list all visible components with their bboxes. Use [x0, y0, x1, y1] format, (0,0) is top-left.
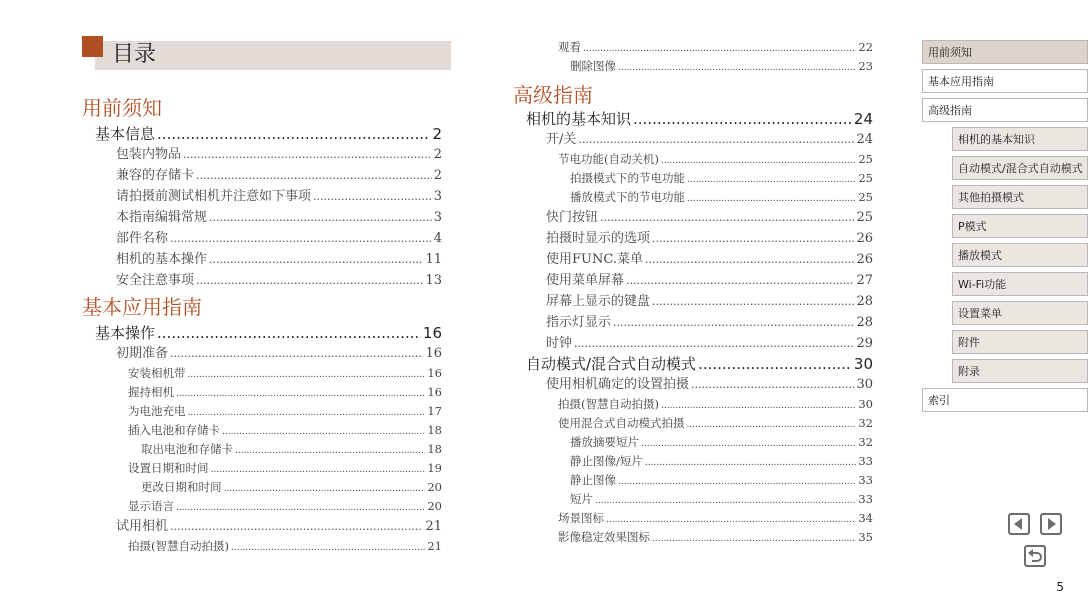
- toc-leader-dots: [196, 165, 432, 186]
- toc-page-number: 13: [425, 273, 442, 288]
- toc-leader-dots: [209, 249, 423, 270]
- toc-entry-title: 试用相机: [116, 519, 169, 534]
- toc-page-number: 34: [858, 511, 873, 525]
- toc-page-number: 3: [433, 189, 442, 204]
- toc-entry-title: 初期准备: [116, 346, 169, 361]
- toc-entry[interactable]: [513, 509, 873, 528]
- toc-entry-title: 基本操作: [95, 324, 156, 342]
- toc-entry-title: 拍摄(智慧自动拍摄): [128, 539, 229, 553]
- toc-leader-dots: [698, 354, 852, 374]
- toc-page-number: 16: [425, 346, 442, 361]
- toc-column-left: [82, 96, 442, 556]
- toc-entry[interactable]: [513, 312, 873, 333]
- toc-leader-dots: [188, 364, 426, 383]
- toc-entry-title: 为电池充电: [128, 404, 186, 418]
- toc-page-number: 21: [425, 519, 442, 534]
- toc-entry-title: 屏幕上显示的键盘: [546, 294, 651, 309]
- toc-leader-dots: [574, 333, 854, 354]
- toc-entry-title: 使用菜单屏幕: [546, 273, 625, 288]
- toc-leader-dots: [209, 207, 432, 228]
- toc-leader-dots: [687, 169, 856, 188]
- nav-item[interactable]: 相机的基本知识: [952, 127, 1088, 151]
- toc-entry-title: 握持相机: [128, 385, 174, 399]
- nav-item[interactable]: 基本应用指南: [922, 69, 1088, 93]
- section-heading: 用前须知: [82, 96, 162, 120]
- toc-page-number: 20: [427, 480, 442, 494]
- toc-entry[interactable]: [513, 528, 873, 547]
- toc-entry-title: 更改日期和时间: [141, 480, 222, 494]
- toc-entry[interactable]: [82, 343, 442, 364]
- toc-leader-dots: [652, 291, 854, 312]
- nav-item[interactable]: 用前须知: [922, 40, 1088, 64]
- toc-entry[interactable]: [513, 249, 873, 270]
- toc-page-number: 21: [427, 539, 442, 553]
- toc-entry[interactable]: [513, 188, 873, 207]
- toc-entry-title: 安全注意事项: [116, 273, 195, 288]
- toc-entry-title: 插入电池和存储卡: [128, 423, 220, 437]
- toc-leader-dots: [176, 383, 425, 402]
- next-page-button[interactable]: [1040, 513, 1062, 535]
- toc-entry-title: 拍摄(智慧自动拍摄): [558, 397, 659, 411]
- arrow-right-icon: [1042, 515, 1060, 533]
- toc-page-number: 24: [856, 132, 873, 147]
- toc-page-number: 16: [422, 324, 442, 342]
- toc-entry-title: 拍摄模式下的节电功能: [570, 171, 685, 185]
- toc-entry[interactable]: [82, 186, 442, 207]
- toc-page-number: 27: [856, 273, 873, 288]
- nav-item[interactable]: 附录: [952, 359, 1088, 383]
- title-square-icon: [82, 36, 103, 57]
- toc-leader-dots: [645, 249, 854, 270]
- toc-entry-title: 播放摘要短片: [570, 435, 639, 449]
- nav-item[interactable]: 其他拍摄模式: [952, 185, 1088, 209]
- nav-item[interactable]: 播放模式: [952, 243, 1088, 267]
- toc-chapter-entry[interactable]: [82, 323, 442, 343]
- toc-leader-dots: [626, 270, 854, 291]
- toc-page-number: 24: [853, 110, 873, 128]
- toc-page-number: 22: [858, 40, 873, 54]
- toc-entry[interactable]: [513, 433, 873, 452]
- toc-entry-title: 取出电池和存储卡: [141, 442, 233, 456]
- toc-page-number: 33: [858, 473, 873, 487]
- toc-entry[interactable]: [513, 270, 873, 291]
- toc-entry[interactable]: [82, 478, 442, 497]
- toc-leader-dots: [661, 395, 856, 414]
- toc-entry-title: 相机的基本操作: [116, 252, 208, 267]
- toc-entry[interactable]: [82, 249, 442, 270]
- toc-entry[interactable]: [82, 207, 442, 228]
- toc-leader-dots: [652, 228, 854, 249]
- toc-entry-title: 影像稳定效果图标: [558, 530, 650, 544]
- toc-leader-dots: [188, 402, 426, 421]
- toc-entry[interactable]: [82, 537, 442, 556]
- toc-entry-title: 安装相机带: [128, 366, 186, 380]
- toc-page-number: 23: [858, 59, 873, 73]
- toc-page-number: 17: [427, 404, 442, 418]
- toc-entry[interactable]: [82, 497, 442, 516]
- toc-leader-dots: [196, 270, 423, 291]
- toc-page-number: 18: [427, 442, 442, 456]
- toc-page-number: 4: [433, 231, 442, 246]
- toc-leader-dots: [687, 188, 856, 207]
- toc-page-number: 26: [856, 252, 873, 267]
- toc-entry-title: 短片: [570, 492, 593, 506]
- toc-leader-dots: [641, 433, 856, 452]
- toc-entry[interactable]: [82, 421, 442, 440]
- toc-page-number: 26: [856, 231, 873, 246]
- toc-leader-dots: [183, 144, 432, 165]
- toc-entry-title: 使用相机确定的设置拍摄: [546, 377, 690, 392]
- toc-entry[interactable]: [82, 383, 442, 402]
- prev-page-button[interactable]: [1008, 513, 1030, 535]
- toc-entry-title: 兼容的存储卡: [116, 168, 195, 183]
- toc-page-number: 30: [858, 397, 873, 411]
- toc-entry[interactable]: [82, 459, 442, 478]
- nav-item[interactable]: 自动模式/混合式自动模式: [952, 156, 1088, 180]
- toc-entry[interactable]: [82, 270, 442, 291]
- toc-leader-dots: [645, 452, 856, 471]
- page-title: 目录: [112, 42, 157, 67]
- toc-page-number: 25: [858, 190, 873, 204]
- toc-entry[interactable]: [513, 471, 873, 490]
- toc-leader-dots: [157, 323, 421, 343]
- toc-page-number: 19: [427, 461, 442, 475]
- toc-entry[interactable]: [82, 228, 442, 249]
- page-number: 5: [1056, 580, 1064, 594]
- toc-page-number: 11: [425, 252, 442, 267]
- toc-page-number: 16: [427, 366, 442, 380]
- toc-entry-title: 静止图像: [570, 473, 616, 487]
- toc-entry[interactable]: [82, 144, 442, 165]
- toc-leader-dots: [176, 497, 425, 516]
- toc-leader-dots: [661, 150, 856, 169]
- toc-entry-title: 静止图像/短片: [570, 454, 643, 468]
- toc-page-number: 25: [858, 171, 873, 185]
- toc-entry[interactable]: [82, 440, 442, 459]
- toc-page-number: 3: [433, 210, 442, 225]
- toc-entry-title: 请拍摄前测试相机并注意如下事项: [116, 189, 312, 204]
- nav-item[interactable]: 设置菜单: [952, 301, 1088, 325]
- arrow-left-icon: [1010, 515, 1028, 533]
- toc-entry[interactable]: [513, 395, 873, 414]
- toc-entry[interactable]: [513, 207, 873, 228]
- toc-leader-dots: [313, 186, 432, 207]
- toc-page-number: 33: [858, 454, 873, 468]
- toc-leader-dots: [652, 528, 856, 547]
- toc-chapter-entry[interactable]: [513, 109, 873, 129]
- toc-column-middle: [513, 38, 873, 547]
- toc-page-number: 28: [856, 315, 873, 330]
- toc-entry-title: 快门按钮: [546, 210, 599, 225]
- toc-page-number: 2: [433, 168, 442, 183]
- toc-leader-dots: [170, 343, 423, 364]
- toc-entry[interactable]: [513, 129, 873, 150]
- toc-entry-title: 开/关: [546, 132, 577, 147]
- toc-leader-dots: [633, 109, 852, 129]
- toc-entry-title: 本指南编辑常规: [116, 210, 208, 225]
- return-icon: [1026, 547, 1044, 565]
- toc-entry-title: 场景图标: [558, 511, 604, 525]
- toc-entry-title: 时钟: [546, 336, 573, 351]
- toc-leader-dots: [235, 440, 425, 459]
- toc-entry-title: 设置日期和时间: [128, 461, 209, 475]
- toc-page-number: 30: [853, 355, 873, 373]
- toc-page-number: 18: [427, 423, 442, 437]
- toc-entry[interactable]: [513, 57, 873, 76]
- toc-chapter-entry[interactable]: [513, 354, 873, 374]
- toc-entry-title: 使用混合式自动模式拍摄: [558, 416, 685, 430]
- toc-entry-title: 自动模式/混合式自动模式: [526, 355, 697, 373]
- toc-leader-dots: [691, 374, 854, 395]
- toc-entry-title: 显示语言: [128, 499, 174, 513]
- toc-entry[interactable]: [513, 38, 873, 57]
- toc-leader-dots: [222, 421, 425, 440]
- toc-entry-title: 拍摄时显示的选项: [546, 231, 651, 246]
- nav-item[interactable]: 附件: [952, 330, 1088, 354]
- toc-entry[interactable]: [513, 150, 873, 169]
- toc-entry[interactable]: [82, 165, 442, 186]
- toc-page-number: 28: [856, 294, 873, 309]
- toc-chapter-entry[interactable]: [82, 124, 442, 144]
- toc-page-number: 16: [427, 385, 442, 399]
- toc-entry[interactable]: [82, 516, 442, 537]
- toc-leader-dots: [578, 129, 854, 150]
- toc-page-number: 2: [432, 125, 442, 143]
- toc-entry[interactable]: [513, 169, 873, 188]
- toc-entry-title: 指示灯显示: [546, 315, 612, 330]
- nav-item[interactable]: 索引: [922, 388, 1088, 412]
- section-heading: 高级指南: [513, 83, 593, 107]
- section-heading: 基本应用指南: [82, 295, 202, 319]
- toc-page-number: 2: [433, 147, 442, 162]
- toc-entry-title: 节电功能(自动关机): [558, 152, 659, 166]
- toc-page-number: 32: [858, 435, 873, 449]
- toc-leader-dots: [170, 516, 423, 537]
- nav-item[interactable]: 高级指南: [922, 98, 1088, 122]
- toc-page-number: 25: [856, 210, 873, 225]
- toc-entry-title: 包装内物品: [116, 147, 182, 162]
- toc-entry-title: 部件名称: [116, 231, 169, 246]
- return-button[interactable]: [1024, 545, 1046, 567]
- toc-page-number: 25: [858, 152, 873, 166]
- toc-entry[interactable]: [513, 333, 873, 354]
- toc-leader-dots: [618, 57, 856, 76]
- toc-entry[interactable]: [513, 374, 873, 395]
- toc-page-number: 29: [856, 336, 873, 351]
- toc-entry-title: 使用FUNC.菜单: [546, 252, 643, 267]
- toc-entry-title: 观看: [558, 40, 581, 54]
- toc-page-number: 30: [856, 377, 873, 392]
- toc-leader-dots: [600, 207, 854, 228]
- toc-entry-title: 删除图像: [570, 59, 616, 73]
- toc-leader-dots: [224, 478, 426, 497]
- toc-page-number: 35: [858, 530, 873, 544]
- toc-entry[interactable]: [513, 228, 873, 249]
- nav-item[interactable]: Wi-Fi功能: [952, 272, 1088, 296]
- toc-leader-dots: [170, 228, 432, 249]
- toc-entry[interactable]: [513, 452, 873, 471]
- toc-entry-title: 相机的基本知识: [526, 110, 632, 128]
- toc-leader-dots: [687, 414, 857, 433]
- toc-page-number: 32: [858, 416, 873, 430]
- toc-leader-dots: [613, 312, 854, 333]
- toc-leader-dots: [157, 124, 430, 144]
- toc-leader-dots: [211, 459, 426, 478]
- toc-leader-dots: [583, 38, 856, 57]
- nav-item[interactable]: P模式: [952, 214, 1088, 238]
- toc-entry[interactable]: [513, 414, 873, 433]
- toc-entry[interactable]: [82, 364, 442, 383]
- toc-entry-title: 播放模式下的节电功能: [570, 190, 685, 204]
- toc-leader-dots: [595, 490, 856, 509]
- toc-entry[interactable]: [82, 402, 442, 421]
- toc-page-number: 20: [427, 499, 442, 513]
- toc-entry[interactable]: [513, 291, 873, 312]
- toc-entry[interactable]: [513, 490, 873, 509]
- toc-leader-dots: [231, 537, 425, 556]
- toc-leader-dots: [618, 471, 856, 490]
- toc-page-number: 33: [858, 492, 873, 506]
- toc-leader-dots: [606, 509, 856, 528]
- toc-entry-title: 基本信息: [95, 125, 156, 143]
